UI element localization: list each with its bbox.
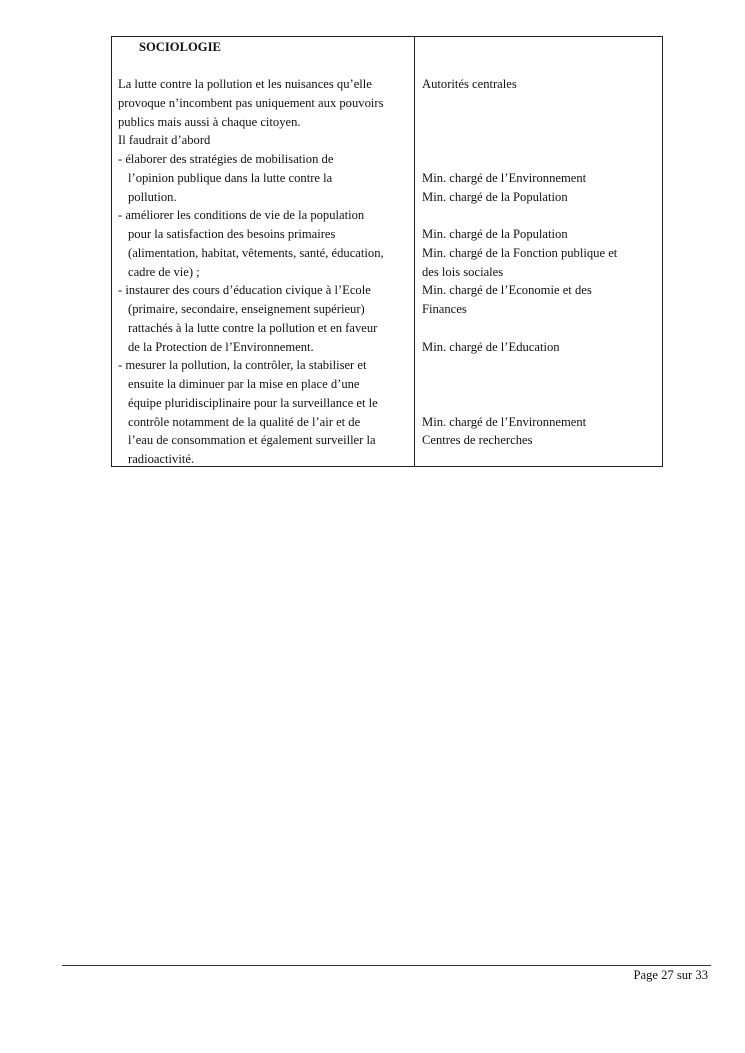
left-line: l’eau de consommation et également surveiller la xyxy=(128,433,376,447)
left-line: - élaborer des stratégies de mobilisation de xyxy=(118,152,334,166)
left-line: ensuite la diminuer par la mise en place d’une xyxy=(128,377,360,391)
section-title: SOCIOLOGIE xyxy=(139,40,221,54)
right-line: Min. chargé de la Population xyxy=(422,190,568,204)
left-line: publics mais aussi à chaque citoyen. xyxy=(118,115,301,129)
left-line: de la Protection de l’Environnement. xyxy=(128,340,314,354)
right-line: des lois sociales xyxy=(422,265,504,279)
left-line: - instaurer des cours d’éducation civique à l’Ecole xyxy=(118,283,371,297)
left-line: rattachés à la lutte contre la pollution et en faveur xyxy=(128,321,378,335)
left-line: contrôle notamment de la qualité de l’air et de xyxy=(128,415,361,429)
right-line: Autorités centrales xyxy=(422,77,517,91)
responsibility-table xyxy=(111,36,663,467)
left-line: pollution. xyxy=(128,190,177,204)
left-line: La lutte contre la pollution et les nuisances qu’elle xyxy=(118,77,372,91)
footer-rule xyxy=(62,965,711,966)
left-line: - améliorer les conditions de vie de la population xyxy=(118,208,365,222)
left-line: - mesurer la pollution, la contrôler, la stabiliser et xyxy=(118,358,367,372)
right-line: Finances xyxy=(422,302,467,316)
column-divider xyxy=(414,37,415,466)
left-line: cadre de vie) ; xyxy=(128,265,200,279)
left-line: l’opinion publique dans la lutte contre la xyxy=(128,171,333,185)
right-line: Min. chargé de la Population xyxy=(422,227,568,241)
right-line: Min. chargé de l’Environnement xyxy=(422,415,587,429)
left-line: radioactivité. xyxy=(128,452,195,466)
left-line: pour la satisfaction des besoins primaires xyxy=(128,227,336,241)
left-line: provoque n’incombent pas uniquement aux pouvoirs xyxy=(118,96,384,110)
left-line: (alimentation, habitat, vêtements, santé, éducation, xyxy=(128,246,384,260)
left-line: Il faudrait d’abord xyxy=(118,133,211,147)
left-line: (primaire, secondaire, enseignement supérieur) xyxy=(128,302,365,316)
right-line: Min. chargé de l’Education xyxy=(422,340,560,354)
right-line: Min. chargé de l’Environnement xyxy=(422,171,587,185)
right-line: Centres de recherches xyxy=(422,433,533,447)
page-number: Page 27 sur 33 xyxy=(633,968,708,982)
left-line: équipe pluridisciplinaire pour la surveillance et le xyxy=(128,396,378,410)
right-line: Min. chargé de la Fonction publique et xyxy=(422,246,618,260)
right-line: Min. chargé de l’Economie et des xyxy=(422,283,592,297)
